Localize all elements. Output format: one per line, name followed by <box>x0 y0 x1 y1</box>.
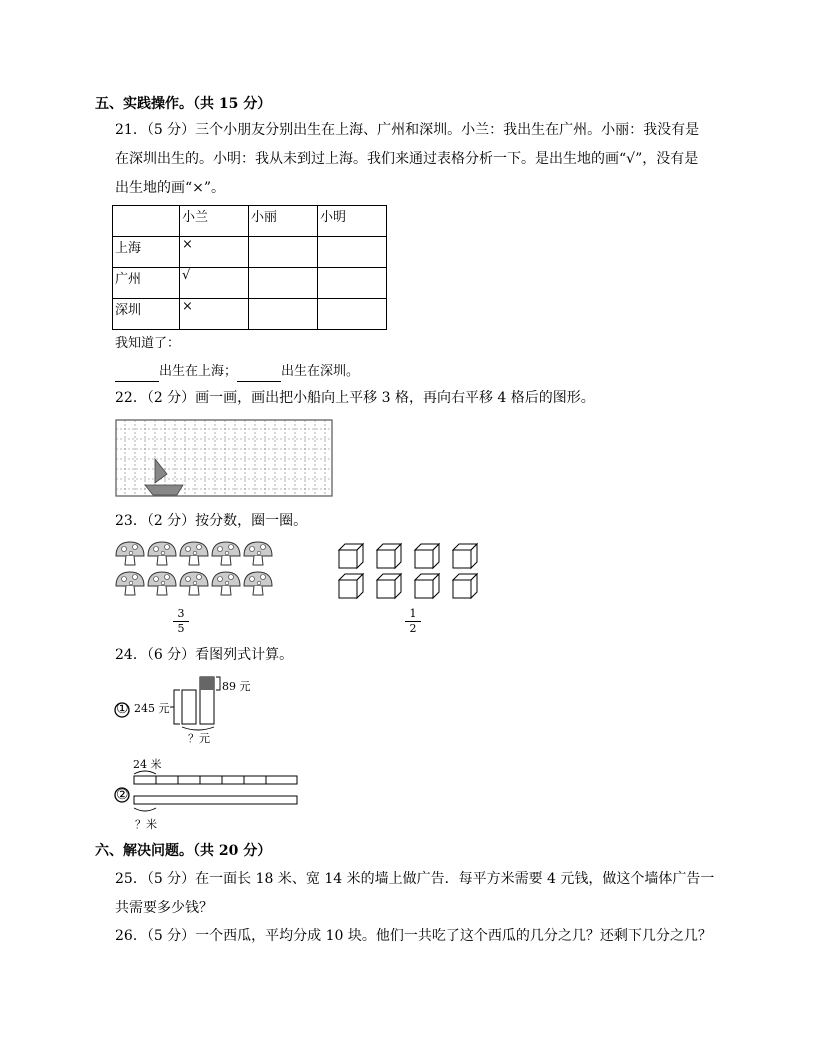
q21-line-2: 在深圳出生的。小明：我从未到过上海。我们来通过表格分析一下。是出生地的画“√”，没有是 <box>115 151 699 167</box>
table-cell[interactable] <box>249 237 318 268</box>
mushroom-icon <box>116 542 144 565</box>
table-cell: 深圳 <box>113 299 180 330</box>
cube-icon <box>377 574 401 598</box>
mushroom-icon <box>180 542 208 565</box>
marker-2: ② <box>116 787 129 803</box>
birthplace-table <box>112 205 387 330</box>
cube-icon <box>415 574 439 598</box>
know-label: 我知道了： <box>115 336 181 351</box>
table-cell: √ <box>180 268 249 299</box>
q21-answer-line <box>115 362 359 382</box>
table-cell: 上海 <box>113 237 180 268</box>
fraction-numerator: 3 <box>177 607 185 620</box>
q25-line-1: 25．（5 分）在一面长 18 米、宽 14 米的墙上做广告．每平方米需要 4 元钱，做这个墙体广告一 <box>115 871 715 887</box>
table-cell[interactable] <box>318 268 387 299</box>
table-cell: × <box>180 299 249 330</box>
mushroom-icon <box>244 542 272 565</box>
cube-icon <box>415 544 439 568</box>
boat-grid-figure <box>115 419 333 497</box>
cube-icon <box>453 544 477 568</box>
fraction-denominator: 5 <box>177 622 185 635</box>
q21-line-1: 21．（5 分）三个小朋友分别出生在上海、广州和深圳。小兰：我出生在广州。小丽：我没有是 <box>115 122 700 138</box>
marker-1: ① <box>116 701 129 717</box>
label-89-yuan: 89 元 <box>222 680 251 693</box>
section-6-title: 六、解决问题。（共 20 分） <box>95 843 272 859</box>
q21-line-3: 出生地的画“×”。 <box>115 180 226 196</box>
table-cell[interactable] <box>249 268 318 299</box>
mushroom-group[interactable] <box>113 540 283 602</box>
boat-sail <box>155 459 167 483</box>
table-header: 小兰 <box>180 206 249 237</box>
answer-text-1: 出生在上海； <box>159 364 238 379</box>
cube-icon <box>339 544 363 568</box>
q22-text: 22．（2 分）画一画，画出把小船向上平移 3 格，再向右平移 4 格后的图形。 <box>115 390 595 406</box>
q24-text: 24．（6 分）看图列式计算。 <box>115 647 294 663</box>
table-header: 小丽 <box>249 206 318 237</box>
label-unknown-yuan: ？元 <box>188 732 210 745</box>
mushroom-icon <box>212 572 240 595</box>
table-row <box>113 299 387 330</box>
answer-text-2: 出生在深圳。 <box>281 364 360 379</box>
mushroom-icon <box>148 542 176 565</box>
label-245-yuan: 245 元 <box>134 702 170 715</box>
table-cell <box>113 206 180 237</box>
label-24-meters: 24 米 <box>133 758 162 771</box>
table-cell: × <box>180 237 249 268</box>
mushroom-icon <box>116 572 144 595</box>
table-header-row <box>113 206 387 237</box>
q25-line-2: 共需要多少钱？ <box>115 900 213 916</box>
q23-text: 23．（2 分）按分数，圈一圈。 <box>115 513 308 529</box>
table-row <box>113 268 387 299</box>
cube-icon <box>339 574 363 598</box>
fraction-numerator: 1 <box>409 607 417 620</box>
mushroom-icon <box>148 572 176 595</box>
cube-group[interactable] <box>335 542 485 606</box>
table-cell: 广州 <box>113 268 180 299</box>
section-5-title: 五、实践操作。（共 15 分） <box>95 96 272 112</box>
cube-icon <box>453 574 477 598</box>
fraction-one-half <box>405 608 421 635</box>
answer-blank-2[interactable] <box>237 366 281 382</box>
cube-icon <box>377 544 401 568</box>
table-header: 小明 <box>318 206 387 237</box>
q26-text: 26．（5 分）一个西瓜，平均分成 10 块。他们一共吃了这个西瓜的几分之几？还剩下几分之几？ <box>115 928 712 944</box>
fraction-denominator: 2 <box>409 622 417 635</box>
mushroom-icon <box>244 572 272 595</box>
table-cell[interactable] <box>249 299 318 330</box>
boat-hull <box>145 485 183 495</box>
table-cell[interactable] <box>318 299 387 330</box>
label-unknown-meters: ？米 <box>135 818 157 831</box>
mushroom-icon <box>212 542 240 565</box>
answer-blank-1[interactable] <box>115 366 159 382</box>
mushroom-icon <box>180 572 208 595</box>
table-cell[interactable] <box>318 237 387 268</box>
fraction-three-fifths <box>173 608 189 635</box>
table-row <box>113 237 387 268</box>
